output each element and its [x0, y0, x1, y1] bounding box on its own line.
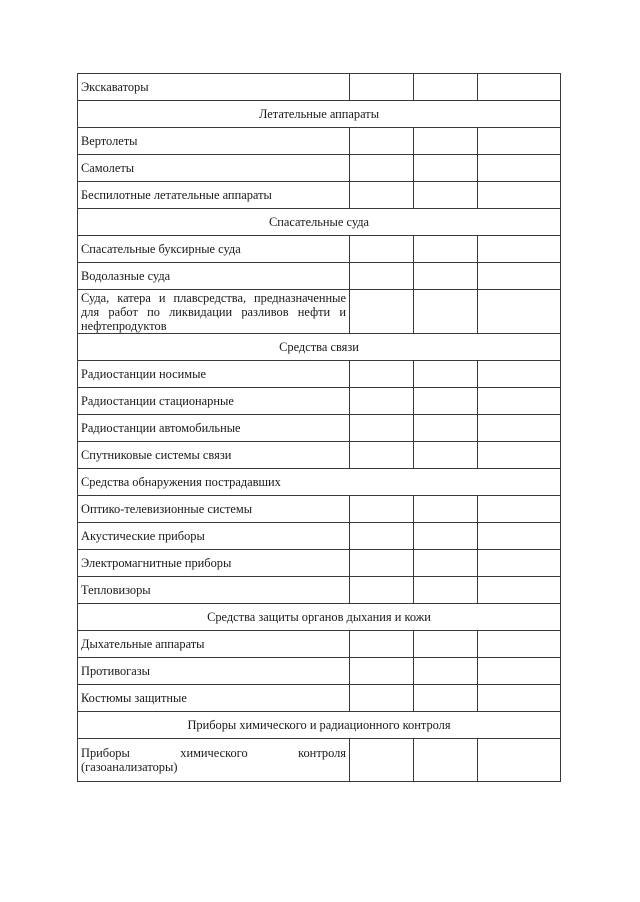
value-cell: [350, 236, 414, 263]
value-cell: [350, 658, 414, 685]
value-cell: [350, 263, 414, 290]
equipment-table: [77, 73, 561, 782]
table-row: [78, 685, 561, 712]
row-label: Спасательные буксирные суда: [78, 236, 350, 263]
row-label: Костюмы защитные: [78, 685, 350, 712]
value-cell: [414, 290, 478, 334]
value-cell: [414, 496, 478, 523]
value-cell: [414, 739, 478, 782]
value-cell: [478, 236, 561, 263]
value-cell: [414, 155, 478, 182]
value-cell: [478, 415, 561, 442]
value-cell: [414, 361, 478, 388]
row-label: Радиостанции носимые: [78, 361, 350, 388]
table-row: [78, 263, 561, 290]
table-row: [78, 388, 561, 415]
table-row: [78, 361, 561, 388]
value-cell: [414, 550, 478, 577]
value-cell: [350, 577, 414, 604]
value-cell: [350, 74, 414, 101]
row-label: Беспилотные летательные аппараты: [78, 182, 350, 209]
table-row: [78, 658, 561, 685]
value-cell: [350, 442, 414, 469]
section-row: [78, 101, 561, 128]
table-row: [78, 631, 561, 658]
value-cell: [414, 442, 478, 469]
value-cell: [414, 415, 478, 442]
value-cell: [414, 685, 478, 712]
value-cell: [350, 361, 414, 388]
value-cell: [350, 631, 414, 658]
value-cell: [350, 182, 414, 209]
value-cell: [478, 496, 561, 523]
value-cell: [478, 685, 561, 712]
value-cell: [350, 155, 414, 182]
section-row: [78, 209, 561, 236]
value-cell: [478, 388, 561, 415]
value-cell: [350, 739, 414, 782]
subheader-row: [78, 469, 561, 496]
table-row: [78, 415, 561, 442]
table-row: [78, 290, 561, 334]
row-label: Водолазные суда: [78, 263, 350, 290]
row-label: Акустические приборы: [78, 523, 350, 550]
value-cell: [414, 74, 478, 101]
value-cell: [478, 550, 561, 577]
row-label: Самолеты: [78, 155, 350, 182]
subheader-title: Средства обнаружения пострадавших: [78, 469, 561, 496]
row-label: Дыхательные аппараты: [78, 631, 350, 658]
value-cell: [478, 361, 561, 388]
section-title: Средства связи: [78, 334, 561, 361]
value-cell: [414, 658, 478, 685]
row-label: Суда, катера и плавсредства, предназначенные для работ по ликвидации разливов нефти и нефтепродуктов: [78, 290, 350, 334]
value-cell: [414, 523, 478, 550]
value-cell: [478, 128, 561, 155]
value-cell: [478, 442, 561, 469]
row-label: Тепловизоры: [78, 577, 350, 604]
value-cell: [414, 263, 478, 290]
value-cell: [414, 631, 478, 658]
table-row: [78, 442, 561, 469]
value-cell: [414, 388, 478, 415]
row-label: Экскаваторы: [78, 74, 350, 101]
row-label: Спутниковые системы связи: [78, 442, 350, 469]
value-cell: [350, 415, 414, 442]
table-row: [78, 496, 561, 523]
value-cell: [478, 523, 561, 550]
value-cell: [414, 236, 478, 263]
row-label: Приборы химического контроля (газоанализаторы): [78, 739, 350, 782]
table-row: [78, 739, 561, 782]
table-row: [78, 128, 561, 155]
section-title: Спасательные суда: [78, 209, 561, 236]
value-cell: [350, 128, 414, 155]
row-label: Электромагнитные приборы: [78, 550, 350, 577]
value-cell: [478, 658, 561, 685]
value-cell: [478, 155, 561, 182]
value-cell: [350, 550, 414, 577]
value-cell: [478, 577, 561, 604]
table-row: [78, 236, 561, 263]
value-cell: [478, 74, 561, 101]
row-label: Вертолеты: [78, 128, 350, 155]
section-row: [78, 712, 561, 739]
table-row: [78, 182, 561, 209]
row-label: Оптико-телевизионные системы: [78, 496, 350, 523]
value-cell: [478, 182, 561, 209]
table-row: [78, 74, 561, 101]
value-cell: [350, 496, 414, 523]
section-row: [78, 334, 561, 361]
row-label: Радиостанции автомобильные: [78, 415, 350, 442]
row-label: Противогазы: [78, 658, 350, 685]
value-cell: [350, 685, 414, 712]
section-row: [78, 604, 561, 631]
value-cell: [414, 577, 478, 604]
value-cell: [478, 739, 561, 782]
table-row: [78, 550, 561, 577]
table-row: [78, 523, 561, 550]
value-cell: [350, 523, 414, 550]
value-cell: [478, 631, 561, 658]
table-row: [78, 155, 561, 182]
value-cell: [414, 128, 478, 155]
value-cell: [478, 263, 561, 290]
value-cell: [350, 388, 414, 415]
section-title: Летательные аппараты: [78, 101, 561, 128]
table-row: [78, 577, 561, 604]
section-title: Приборы химического и радиационного контроля: [78, 712, 561, 739]
value-cell: [350, 290, 414, 334]
row-label: Радиостанции стационарные: [78, 388, 350, 415]
value-cell: [478, 290, 561, 334]
value-cell: [414, 182, 478, 209]
section-title: Средства защиты органов дыхания и кожи: [78, 604, 561, 631]
